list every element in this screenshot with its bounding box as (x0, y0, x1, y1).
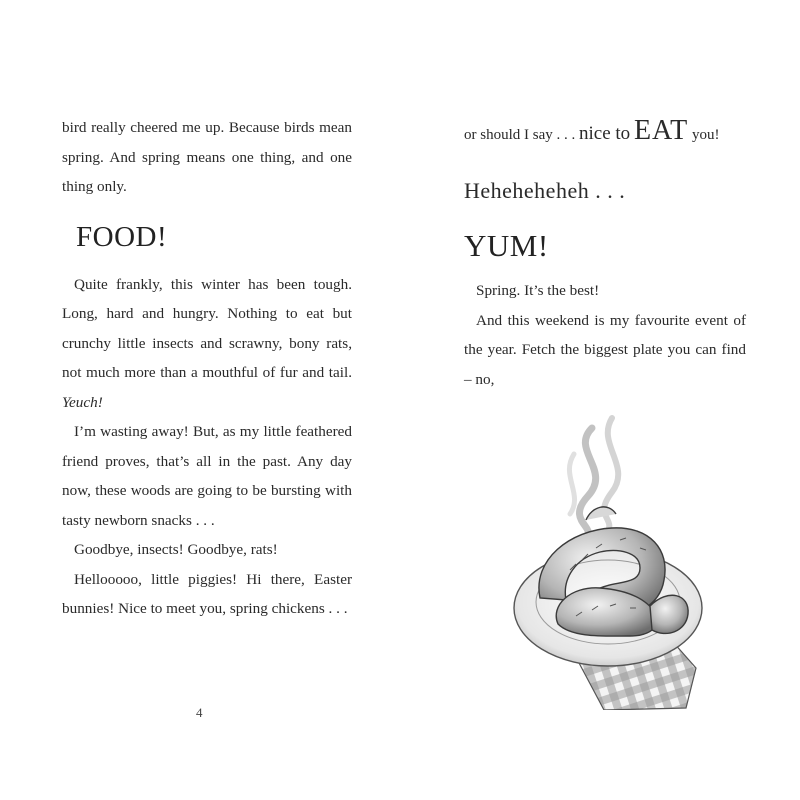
steam-icon (569, 418, 618, 538)
left-page-body (62, 113, 352, 624)
eat-line (464, 116, 746, 150)
left-paragraph-1: bird really cheered me up. Because birds mean spring. And spring means one thing, and one thing only. (62, 119, 352, 195)
sausage-plate-illustration-icon (500, 410, 730, 710)
eat-line-nice: nice to (579, 123, 631, 144)
left-paragraph-2-text: Quite frankly, this winter has been tough. Long, hard and hungry. Nothing to eat but crunchy little insects and scrawny, bony rats, not much more than a mouthful of fur and tail. (62, 275, 352, 381)
right-page-body (464, 116, 746, 394)
left-paragraph-2 (62, 270, 352, 418)
laugh-line: Heheheheheh . . . (464, 178, 626, 203)
left-paragraph-4: Goodbye, insects! Goodbye, rats! (74, 541, 278, 558)
eat-line-start: or should I say . . . (464, 127, 576, 143)
eat-line-end: you! (692, 127, 720, 143)
page-number: 4 (196, 705, 203, 720)
left-paragraph-5: Hellooooo, little piggies! Hi there, Easter bunnies! Nice to meet you, spring chickens . . . (62, 570, 352, 617)
eat-word: EAT (633, 115, 689, 146)
yeuch-text: Yeuch! (62, 393, 103, 411)
food-heading: FOOD! (76, 220, 168, 253)
right-paragraph-1: Spring. It’s the best! (476, 282, 600, 299)
yum-heading: YUM! (464, 228, 549, 263)
right-paragraph-2: And this weekend is my favourite event of the year. Fetch the biggest plate you can find – no, (464, 311, 746, 388)
left-paragraph-3: I’m wasting away! But, as my little feathered friend proves, that’s all in the past. Any day now, these woods are going to be bursting with tasty newborn snacks . . . (62, 423, 352, 529)
